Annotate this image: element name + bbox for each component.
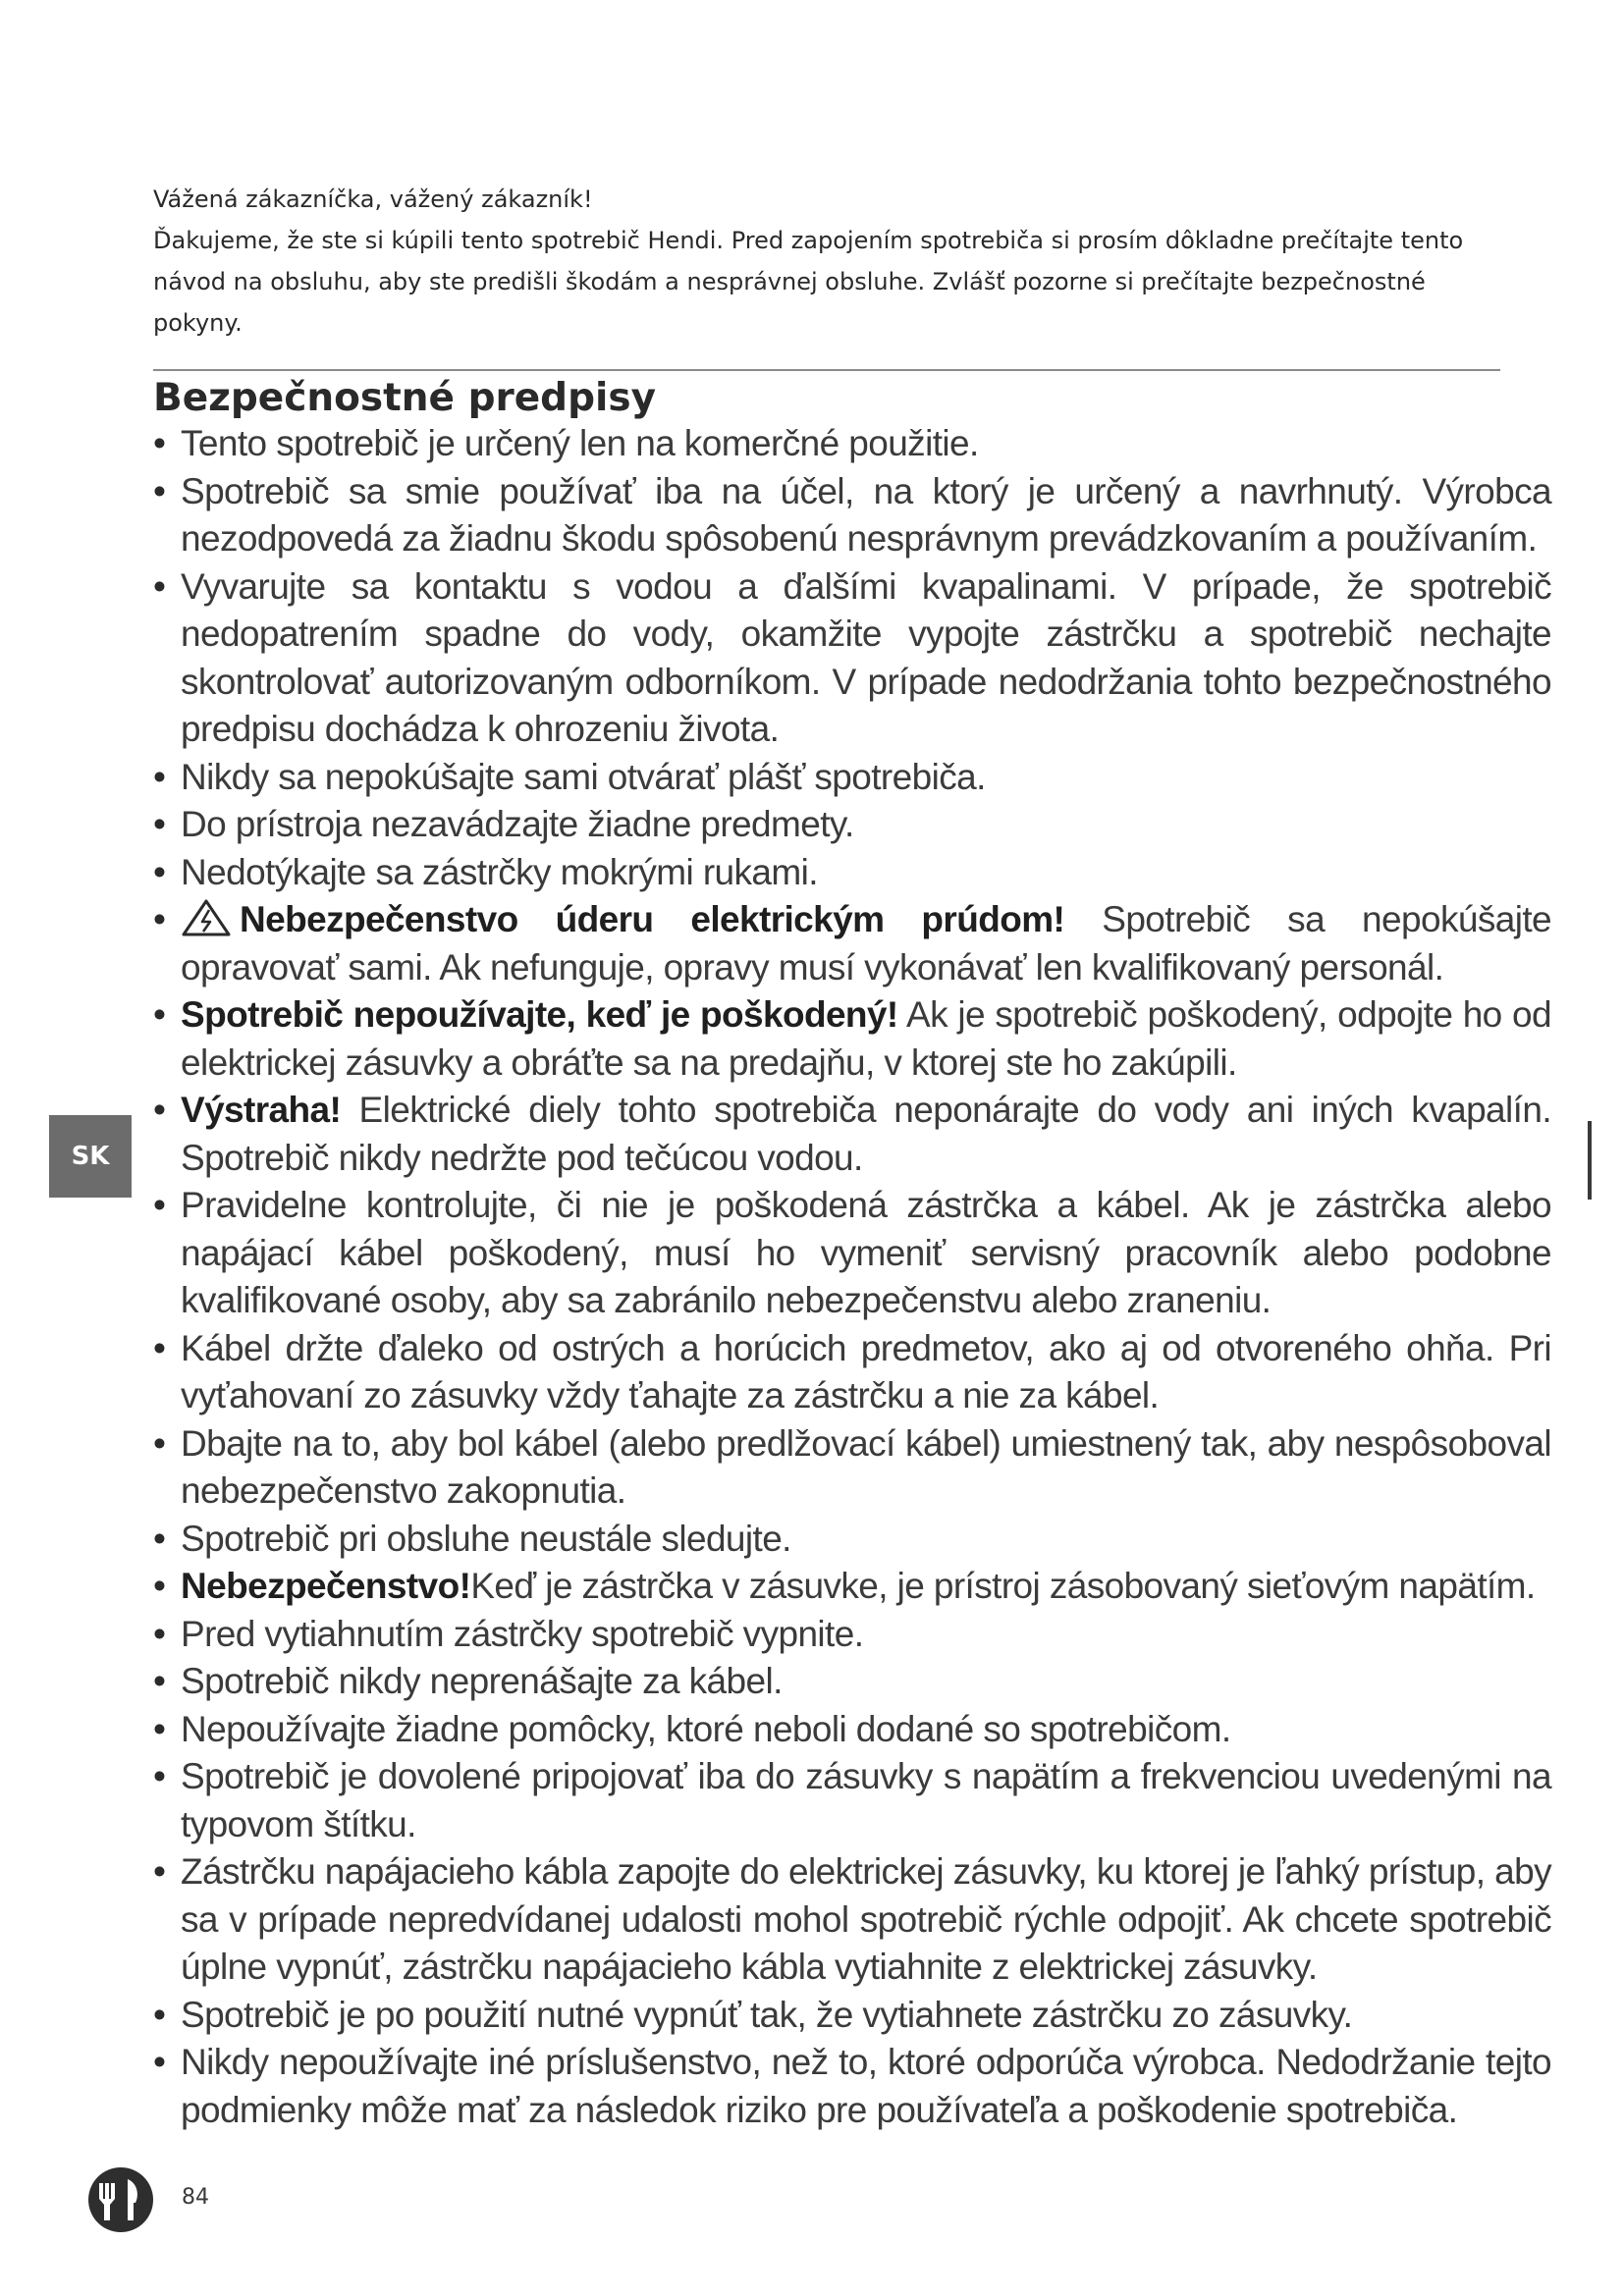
item-text: Spotrebič nikdy neprenášajte za kábel. <box>181 1661 783 1701</box>
item-text: Pravidelne kontrolujte, či nie je poškodená zástrčka a kábel. Ak je zástrčka alebo napájací kábel poškodený, musí ho vymeniť servisný pracovník alebo podobne kvalifikované osoby, aby sa zabránilo nebezpečenstvu alebo zraneniu. <box>181 1185 1551 1320</box>
item-text: Pred vytiahnutím zástrčky spotrebič vypnite. <box>181 1613 864 1654</box>
item-text: Do prístroja nezavádzajte žiadne predmety. <box>181 804 854 844</box>
list-item <box>153 754 1551 802</box>
margin-marker <box>1588 1121 1592 1200</box>
item-text: Zástrčku napájacieho kábla zapojte do elektrickej zásuvky, ku ktorej je ľahký prístup, aby sa v prípade nepredvídanej udalosti mohol spotrebič rýchle odpojiť. Ak chcete spotrebič úplne vypnúť, zástrčku napájacieho kábla vytiahnite z elektrickej zásuvky. <box>181 1851 1551 1987</box>
item-text: Nikdy nepoužívajte iné príslušenstvo, než to, ktoré odporúča výrobca. Nedodržanie tejto podmienky môže mať za následok riziko pre používateľa a poškodenie spotrebiča. <box>181 2042 1551 2130</box>
list-item <box>153 1706 1551 1754</box>
item-text: Nikdy sa nepokúšajte sami otvárať plášť spotrebiča. <box>181 756 986 797</box>
list-item <box>153 468 1551 563</box>
item-emphasis: Spotrebič nepoužívajte, keď je poškodený! <box>181 994 898 1035</box>
item-text: Nepoužívajte žiadne pomôcky, ktoré neboli dodané so spotrebičom. <box>181 1708 1231 1749</box>
list-item <box>153 1611 1551 1659</box>
item-text: Kábel držte ďaleko od ostrých a horúcich predmetov, ako aj od otvoreného ohňa. Pri vyťahovaní zo zásuvky vždy ťahajte za zástrčku a nie za kábel. <box>181 1327 1551 1415</box>
section-title: Bezpečnostné predpisy <box>153 376 657 420</box>
item-emphasis: Nebezpečenstvo úderu elektrickým prúdom! <box>240 899 1065 939</box>
list-item <box>153 849 1551 897</box>
item-text: Spotrebič je po použití nutné vypnúť tak, že vytiahnete zástrčku zo zásuvky. <box>181 1994 1353 2035</box>
list-item <box>153 1658 1551 1706</box>
item-text: Spotrebič je dovolené pripojovať iba do zásuvky s napätím a frekvenciou uvedenými na typovom štítku. <box>181 1756 1551 1844</box>
list-item <box>153 1420 1551 1516</box>
item-text: Vyvarujte sa kontaktu s vodou a ďalšími kvapalinami. V prípade, že spotrebič nedopatrením spadne do vody, okamžite vypojte zástrčku a spotrebič nechajte skontrolovať autorizovaným odborníkom. V prípade nedodržania tohto bezpečnostného predpisu dochádza k ohrozeniu života. <box>181 565 1551 749</box>
list-item <box>153 1516 1551 1564</box>
item-text: Dbajte na to, aby bol kábel (alebo predlžovací kábel) umiestnený tak, aby nespôsoboval nebezpečenstvo zakopnutia. <box>181 1422 1551 1511</box>
page-number: 84 <box>182 2185 209 2210</box>
fork-knife-logo-icon <box>86 2165 155 2234</box>
item-text: Keď je zástrčka v zásuvke, je prístroj zásobovaný sieťovým napätím. <box>470 1566 1536 1606</box>
intro-text: Ďakujeme, že ste si kúpili tento spotrebič Hendi. Pred zapojením spotrebiča si prosím dôkladne prečítajte tento návod na obsluhu, aby ste predišli škodám a nesprávnej obsluhe. Zvlášť pozorne si prečítajte bezpečnostné pokyny. <box>153 227 1464 337</box>
electric-hazard-warning-icon <box>181 898 232 937</box>
list-item <box>153 801 1551 849</box>
item-text: Spotrebič sa nepokúšajte opravovať sami. Ak nefunguje, opravy musí vykonávať len kvalifikovaný personál. <box>181 899 1551 988</box>
item-text: Elektrické diely tohto spotrebiča neponárajte do vody ani iných kvapalín. Spotrebič nikdy nedržte pod tečúcou vodou. <box>181 1090 1551 1178</box>
item-text: Spotrebič sa smie používať iba na účel, na ktorý je určený a navrhnutý. Výrobca nezodpovedá za žiadnu škodu spôsobenú nesprávnym prevádzkovaním a používaním. <box>181 470 1551 559</box>
language-tab: SK <box>49 1115 132 1198</box>
list-item <box>153 563 1551 754</box>
greeting: Vážená zákazníčka, vážený zákazník! <box>153 186 593 213</box>
list-item <box>153 1325 1551 1420</box>
safety-rules-list <box>153 420 1551 2134</box>
list-item <box>153 896 1551 991</box>
list-item <box>153 2039 1551 2134</box>
item-text: Nedotýkajte sa zástrčky mokrými rukami. <box>181 851 818 892</box>
list-item <box>153 1182 1551 1325</box>
list-item <box>153 1563 1551 1611</box>
list-item <box>153 1087 1551 1182</box>
list-item <box>153 991 1551 1087</box>
list-item <box>153 1753 1551 1848</box>
list-item <box>153 420 1551 468</box>
item-text: Tento spotrebič je určený len na komerčné použitie. <box>181 423 979 463</box>
item-emphasis: Nebezpečenstvo! <box>181 1566 471 1606</box>
item-text: Spotrebič pri obsluhe neustále sledujte. <box>181 1518 791 1559</box>
intro-block <box>153 179 1508 344</box>
item-text: Ak je spotrebič poškodený, odpojte ho od elektrickej zásuvky a obráťte sa na predajňu, v ktorej ste ho zakúpili. <box>181 994 1552 1083</box>
list-item <box>153 1848 1551 1992</box>
item-emphasis: Výstraha! <box>181 1090 342 1130</box>
list-item <box>153 1992 1551 2040</box>
